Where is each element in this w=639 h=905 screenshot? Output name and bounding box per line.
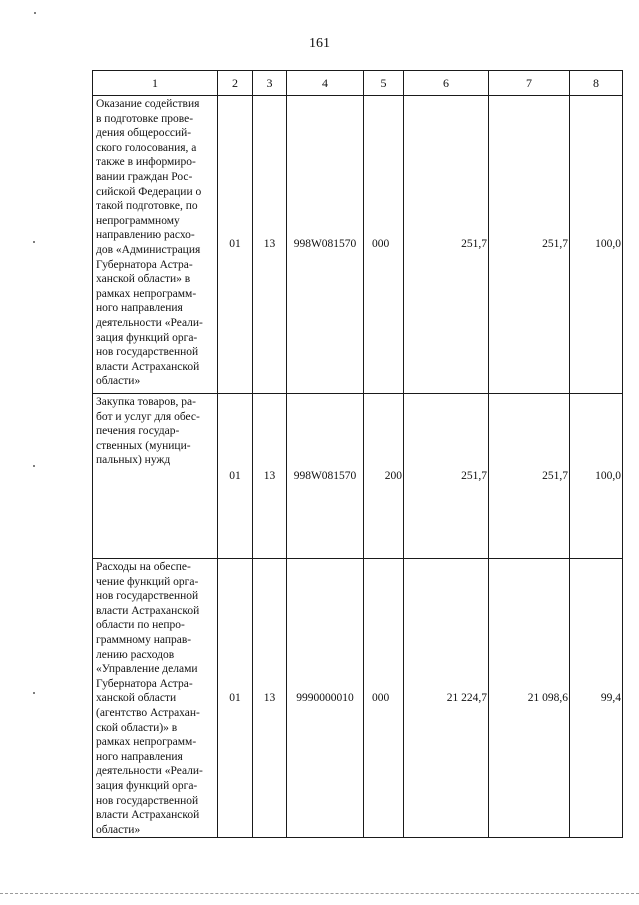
row-percent: 99,4 <box>570 559 623 838</box>
column-header-8: 8 <box>570 71 623 96</box>
row-executed: 21 098,6 <box>489 559 570 838</box>
row-approved: 251,7 <box>404 96 489 394</box>
row-percent: 100,0 <box>570 394 623 559</box>
budget-table <box>92 70 623 838</box>
scan-dot <box>33 241 35 243</box>
column-header-2: 2 <box>218 71 253 96</box>
row-percent: 100,0 <box>570 96 623 394</box>
row-description: Расходы на обеспе- чение функций орга- нов государственной власти Астраханской области по непро- граммному направ- лению расходов «Управление делами Губернатора Астра- ханской области (агентство Астрахан- ской области)» в рамках непрограмм- ного направления деятельности «Реали- зация функций орга- нов государственной власти Астраханской области» <box>93 559 218 838</box>
row-expense-type: 000 <box>364 559 404 838</box>
row-approved: 21 224,7 <box>404 559 489 838</box>
scan-dot <box>33 465 35 467</box>
row-target-article: 9990000010 <box>287 559 364 838</box>
column-header-7: 7 <box>489 71 570 96</box>
row-target-article: 998W081570 <box>287 96 364 394</box>
row-executed: 251,7 <box>489 96 570 394</box>
row-approved: 251,7 <box>404 394 489 559</box>
row-description: Оказание содействия в подготовке прове- дения общероссий- ского голосования, а также в информиро- вании граждан Рос- сийской Федерации о такой подготовке, по непрограммному направлению расхо- дов «Администрация Губернатора Астра- ханской области» в рамках непрограмм- ного направления деятельности «Реали- зация функций орга- нов государственной власти Астраханской области» <box>93 96 218 394</box>
scan-dot <box>33 692 35 694</box>
row-section: 01 <box>218 559 253 838</box>
row-subsection: 13 <box>253 96 287 394</box>
page-number: 161 <box>309 36 330 51</box>
row-subsection: 13 <box>253 559 287 838</box>
row-description: Закупка товаров, ра- бот и услуг для обес- печения государ- ственных (муници- пальных) нужд <box>93 394 218 559</box>
column-header-1: 1 <box>93 71 218 96</box>
row-target-article: 998W081570 <box>287 394 364 559</box>
table-row <box>93 394 623 559</box>
column-header-4: 4 <box>287 71 364 96</box>
table-row <box>93 96 623 394</box>
row-expense-type: 000 <box>364 96 404 394</box>
table-header-row <box>93 71 623 96</box>
row-section: 01 <box>218 96 253 394</box>
column-header-5: 5 <box>364 71 404 96</box>
table-row <box>93 559 623 838</box>
row-expense-type: 200 <box>364 394 404 559</box>
row-subsection: 13 <box>253 394 287 559</box>
column-header-3: 3 <box>253 71 287 96</box>
scan-edge-line <box>0 893 639 894</box>
row-executed: 251,7 <box>489 394 570 559</box>
column-header-6: 6 <box>404 71 489 96</box>
scan-dot <box>34 12 36 14</box>
row-section: 01 <box>218 394 253 559</box>
